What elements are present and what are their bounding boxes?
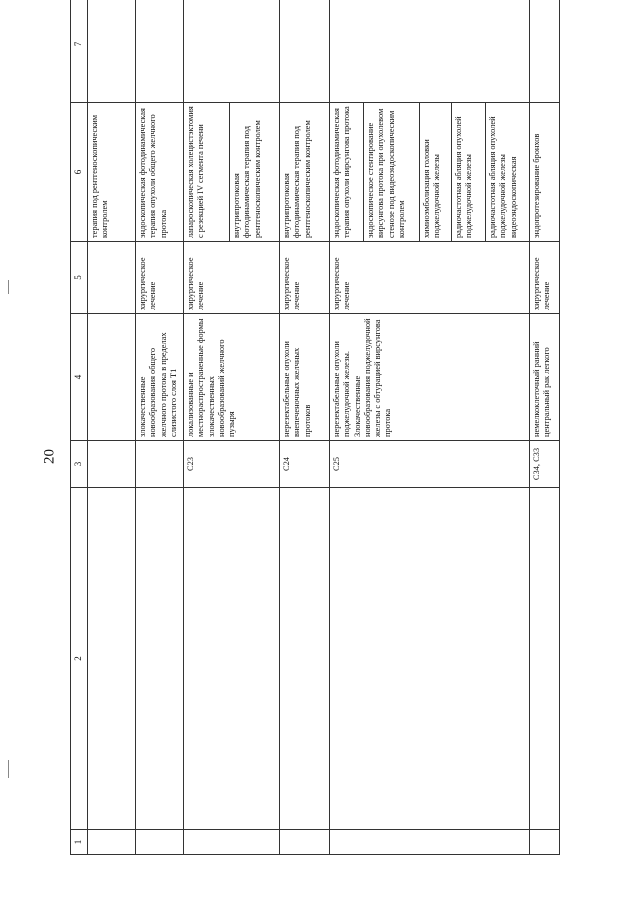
table-cell — [88, 830, 136, 855]
table-cell — [280, 830, 330, 855]
table-cell — [88, 488, 136, 830]
table-cell — [184, 830, 280, 855]
icd-code-cell: C23 — [184, 441, 280, 488]
table-cell — [280, 0, 330, 103]
table-row — [330, 0, 364, 855]
treatment-cell: хирургическое лечение — [330, 242, 530, 314]
treatment-cell: хирургическое лечение — [136, 242, 184, 314]
method-cell: эндоскопическая фотодинамическая терапия опухоли вирсунгова протока — [330, 103, 364, 242]
column-header: 2 — [71, 488, 88, 830]
treatment-cell: хирургическое лечение — [280, 242, 330, 314]
diagnosis-cell: нерезектабельные опухоли поджелудочной железы. Злокачественные новообразования поджелудочной железы с обтурацией вирсунгова протока — [330, 314, 530, 441]
treatment-cell: хирургическое лечение — [184, 242, 280, 314]
diagnosis-cell: злокачественные новообразования общего желчного протока в пределах слизистого слоя T1 — [136, 314, 184, 441]
treatment-cell: хирургическое лечение — [530, 242, 560, 314]
column-header: 5 — [71, 242, 88, 314]
method-cell: радиочастотная абляция опухолей поджелудочной железы — [452, 103, 486, 242]
column-header: 1 — [71, 830, 88, 855]
table-row — [530, 0, 560, 855]
method-cell: лапароскопическая холецистэктомия с резекцией IV сегмента печени — [184, 103, 230, 242]
method-cell: внутрипротоковая фотодинамическая терапия под рентгеноскопическим контролем — [280, 103, 330, 242]
method-cell: радиочастотная абляция опухолей поджелудочной железы видеоэндоскопическая — [486, 103, 530, 242]
icd-code-cell — [88, 441, 136, 488]
table-row — [280, 0, 330, 855]
diagnosis-cell: немелкоклеточный ранний центральный рак легкого — [530, 314, 560, 441]
scan-mark — [8, 760, 9, 778]
table-cell — [530, 488, 560, 830]
column-number-row — [71, 0, 88, 855]
table-cell — [184, 0, 280, 103]
table-row — [136, 0, 184, 855]
treatment-cell — [88, 242, 136, 314]
page-number: 20 — [41, 449, 58, 464]
table-cell — [88, 0, 136, 103]
method-cell: эндоскопическое стентирование вирсунгова протока при опухолевом стенозе под видеоэндоскопическим контролем — [364, 103, 420, 242]
table-cell — [280, 488, 330, 830]
rotated-table-page — [70, 35, 610, 855]
table-cell — [330, 488, 530, 830]
method-cell: терапия под рентгеноскопическим контролем — [88, 103, 136, 242]
column-header: 6 — [71, 103, 88, 242]
diagnosis-cell: нерезектабельные опухоли внепеченочных желчных протоков — [280, 314, 330, 441]
method-cell: внутрипротоковая фотодинамическая терапия под рентгеноскопическим контролем — [230, 103, 280, 242]
table-cell — [136, 0, 184, 103]
table-cell — [330, 830, 530, 855]
method-cell: химиоэмболизация головки поджелудочной железы — [420, 103, 452, 242]
column-header: 4 — [71, 314, 88, 441]
table-cell — [136, 830, 184, 855]
method-cell: эндопротезирование бронхов — [530, 103, 560, 242]
icd-code-cell: C25 — [330, 441, 530, 488]
medical-procedures-table — [70, 0, 560, 855]
table-cell — [330, 0, 530, 103]
icd-code-cell: C24 — [280, 441, 330, 488]
table-cell — [136, 488, 184, 830]
column-header: 3 — [71, 441, 88, 488]
table-cell — [530, 830, 560, 855]
table-cell — [530, 0, 560, 103]
icd-code-cell: C34, C33 — [530, 441, 560, 488]
table-row — [88, 0, 136, 855]
table-row — [184, 0, 230, 855]
diagnosis-cell — [88, 314, 136, 441]
column-header: 7 — [71, 0, 88, 103]
method-cell: эндоскопическая фотодинамическая терапия опухоли общего желчного протока — [136, 103, 184, 242]
diagnosis-cell: локализованные и местнораспространенные формы злокачественных новообразований желчного пузыря — [184, 314, 280, 441]
icd-code-cell — [136, 441, 184, 488]
scan-mark — [8, 280, 9, 294]
table-cell — [184, 488, 280, 830]
